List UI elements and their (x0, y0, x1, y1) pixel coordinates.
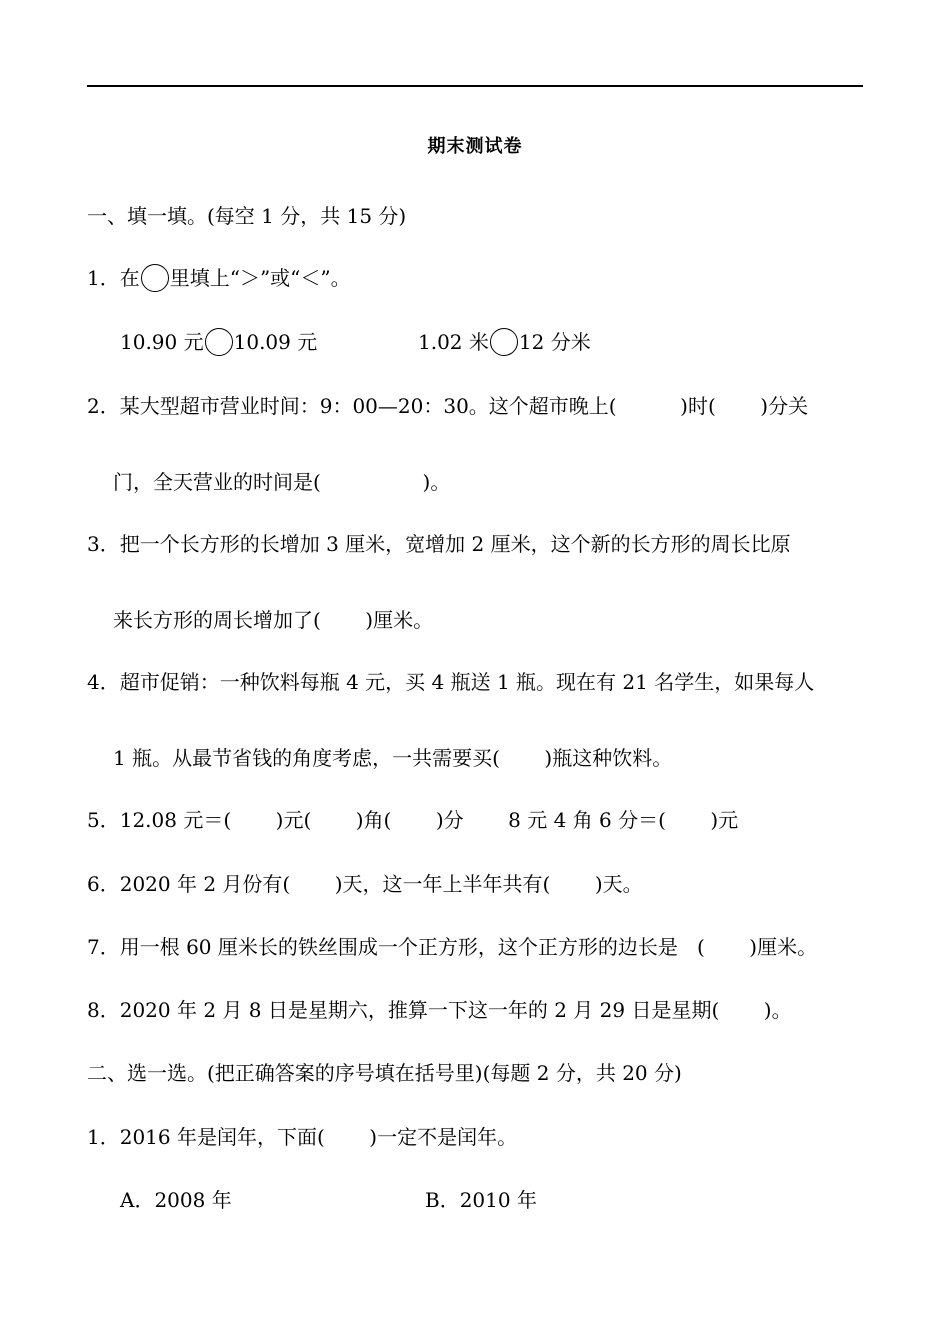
q2-1-option-a[interactable]: A．2008 年 (120, 1188, 232, 1212)
compare-b-right: 12 分米 (518, 330, 591, 354)
answer-circle-a[interactable] (205, 328, 233, 356)
q2-1: 1．2016 年是闰年，下面( )一定不是闰年。 (87, 1125, 518, 1149)
answer-circle[interactable] (141, 264, 169, 292)
compare-b-left: 1.02 米 (418, 330, 489, 354)
q1-1-compare-a (120, 328, 317, 356)
q1-2-line1: 2．某大型超市营业时间：9：00—20：30。这个超市晚上( )时( )分关 (87, 394, 809, 418)
q1-1-instruction (87, 264, 351, 292)
q1-4-line1: 4．超市促销：一种饮料每瓶 4 元，买 4 瓶送 1 瓶。现在有 21 名学生，如果每人 (87, 670, 815, 694)
q1-1-pre: 1．在 (87, 266, 140, 290)
q1-7: 7．用一根 60 厘米长的铁丝围成一个正方形，这个正方形的边长是 ( )厘米。 (87, 935, 818, 959)
q1-3-line1: 3．把一个长方形的长增加 3 厘米，宽增加 2 厘米，这个新的长方形的周长比原 (87, 532, 791, 556)
compare-a-left: 10.90 元 (120, 330, 204, 354)
section2-heading: 二、选一选。(把正确答案的序号填在括号里)(每题 2 分，共 20 分) (87, 1061, 682, 1085)
q1-8: 8．2020 年 2 月 8 日是星期六，推算一下这一年的 2 月 29 日是星期( )。 (87, 998, 792, 1022)
answer-circle-b[interactable] (490, 328, 518, 356)
q1-1-compare-b (418, 328, 591, 356)
q1-6: 6．2020 年 2 月份有( )天，这一年上半年共有( )天。 (87, 872, 643, 896)
page-title: 期末测试卷 (427, 136, 523, 157)
q1-2-line2: 门，全天营业的时间是( )。 (113, 470, 451, 494)
section1-heading: 一、填一填。(每空 1 分，共 15 分) (87, 204, 407, 228)
q1-4-line2: 1 瓶。从最节省钱的角度考虑，一共需要买( )瓶这种饮料。 (113, 746, 673, 770)
q1-3-line2: 来长方形的周长增加了( )厘米。 (113, 608, 434, 632)
q1-1-post: 里填上“＞”或“＜”。 (169, 266, 351, 290)
q2-1-option-b[interactable]: B．2010 年 (425, 1188, 537, 1212)
compare-a-right: 10.09 元 (233, 330, 318, 354)
q1-5: 5．12.08 元＝( )元( )角( )分 8 元 4 角 6 分＝( )元 (87, 808, 739, 832)
top-rule (87, 85, 863, 87)
